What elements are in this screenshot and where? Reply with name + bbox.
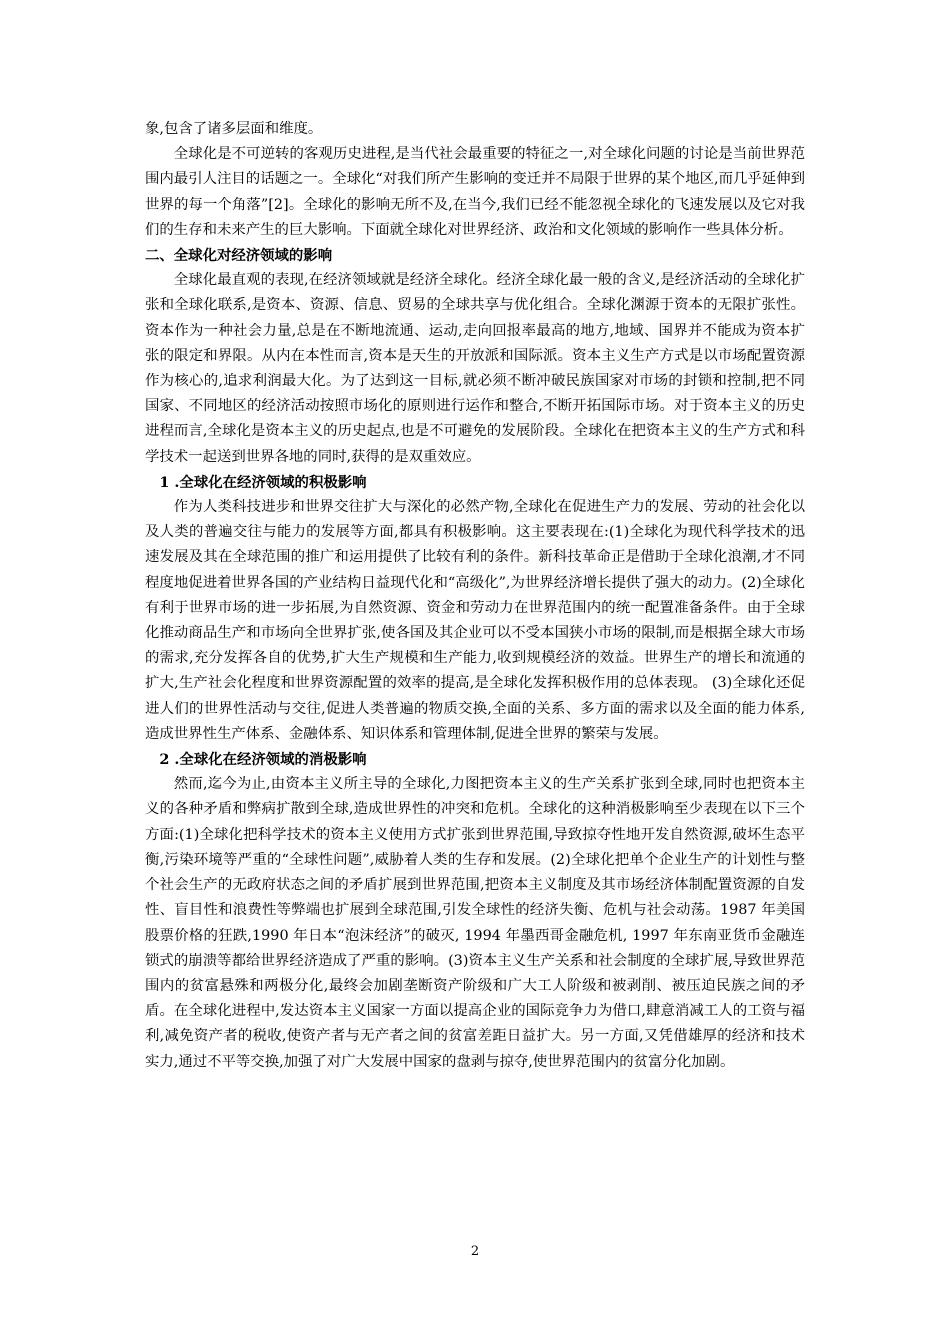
- subsection-heading: 2 .全球化在经济领域的消极影响: [159, 751, 367, 769]
- subsection-heading: 1 .全球化在经济领域的积极影响: [159, 473, 367, 491]
- paragraph: 然而,迄今为止,由资本主义所主导的全球化,力图把资本主义的生产关系扩张到全球,同时也把资本主义的各种矛盾和弊病扩散到全球,造成世界性的冲突和危机。全球化的这种消极影响至少表现在以下三个方面:(1)全球化把科学技术的资本主义使用方式扩张到世界范围,导致掠夺性地开发自然资源,破坏生态平衡,污染环境等严重的“全球性问题”,威胁着人类的生存和发展。(2)全球化把单个企业生产的计划性与整个社会生产的无政府状态之间的矛盾扩展到世界范围,把资本主义制度及其市场经济体制配置资源的自发性、盲目性和浪费性等弊端也扩展到全球范围,引发全球性的经济失衡、危机与社会动荡。1987 年美国股票价格的狂跌,1990 年日本“泡沫经济”的破灭, 1994 年墨西哥金融危机, 1997 年东南亚货币金融连锁式的崩溃等都给世界经济造成了严重的影响。(3)资本主义生产关系和社会制度的全球扩展,导致世界范围内的贫富悬殊和两极分化,最终会加剧垄断资产阶级和广大工人阶级和被剥削、被压迫民族之间的矛盾。在全球化进程中,发达资本主义国家一方面以提高企业的国际竞争力为借口,肆意消减工人的工资与福利,减免资产者的税收,使资产者与无产者之间的贫富差距日益扩大。另一方面,又凭借雄厚的经济和技术实力,通过不平等交换,加强了对广大发展中国家的盘剥与掠夺,使世界范围内的贫富分化加剧。: [145, 776, 805, 1070]
- document-body: [145, 117, 805, 1075]
- paragraph: 作为人类科技进步和世界交往扩大与深化的必然产物,全球化在促进生产力的发展、劳动的社会化以及人类的普遍交往与能力的发展等方面,都具有积极影响。这主要表现在:(1)全球化为现代科学技术的迅速发展及其在全球范围的推广和运用提供了比较有利的条件。新科技革命正是借助于全球化浪潮,才不同程度地促进着世界各国的产业结构日益现代化和“高级化”,为世界经济增长提供了强大的动力。(2)全球化有利于世界市场的进一步拓展,为自然资源、资金和劳动力在世界范围内的统一配置准备条件。由于全球化推动商品生产和市场向全世界扩张,使各国及其企业可以不受本国狭小市场的限制,而是根据全球大市场的需求,充分发挥各自的优势,扩大生产规模和生产能力,收到规模经济的效益。世界生产的增长和流通的扩大,生产社会化程度和世界资源配置的效率的提高,是全球化发挥积极作用的总体表现。 (3)全球化还促进人们的世界性活动与交往,促进人类普遍的物质交换,全面的关系、多方面的需求以及全面的能力体系,造成世界性生产体系、金融体系、知识体系和管理体制,促进全世界的繁荣与发展。: [145, 499, 805, 742]
- paragraph-continuation: 象,包含了诸多层面和维度。: [145, 121, 323, 137]
- section-heading: 二、全球化对经济领域的影响: [145, 247, 333, 265]
- paragraph: 全球化最直观的表现,在经济领域就是经济全球化。经济全球化最一般的含义,是经济活动的全球化扩张和全球化联系,是资本、资源、信息、贸易的全球共享与优化组合。全球化渊源于资本的无限扩张性。资本作为一种社会力量,总是在不断地流通、运动,走向回报率最高的地方,地域、国界并不能成为资本扩张的限定和界限。从内在本性而言,资本是天生的开放派和国际派。资本主义生产方式是以市场配置资源作为核心的,追求利润最大化。为了达到这一目标,就必须不断冲破民族国家对市场的封锁和控制,把不同国家、不同地区的经济活动按照市场化的原则进行运作和整合,不断开拓国际市场。对于资本主义的历史进程而言,全球化是资本主义的历史起点,也是不可避免的发展阶段。全球化在把资本主义的生产方式和科学技术一起送到世界各地的同时,获得的是双重效应。: [145, 272, 805, 465]
- page-number: 2: [470, 1244, 480, 1259]
- paragraph: 全球化是不可逆转的客观历史进程,是当代社会最重要的特征之一,对全球化问题的讨论是当前世界范围内最引人注目的话题之一。全球化“对我们所产生影响的变迁并不局限于世界的某个地区,而几乎延伸到世界的每一个角落”[2]。全球化的影响无所不及,在当今,我们已经不能忽视全球化的飞速发展以及它对我们的生存和未来产生的巨大影响。下面就全球化对世界经济、政治和文化领域的影响作一些具体分析。: [145, 146, 805, 238]
